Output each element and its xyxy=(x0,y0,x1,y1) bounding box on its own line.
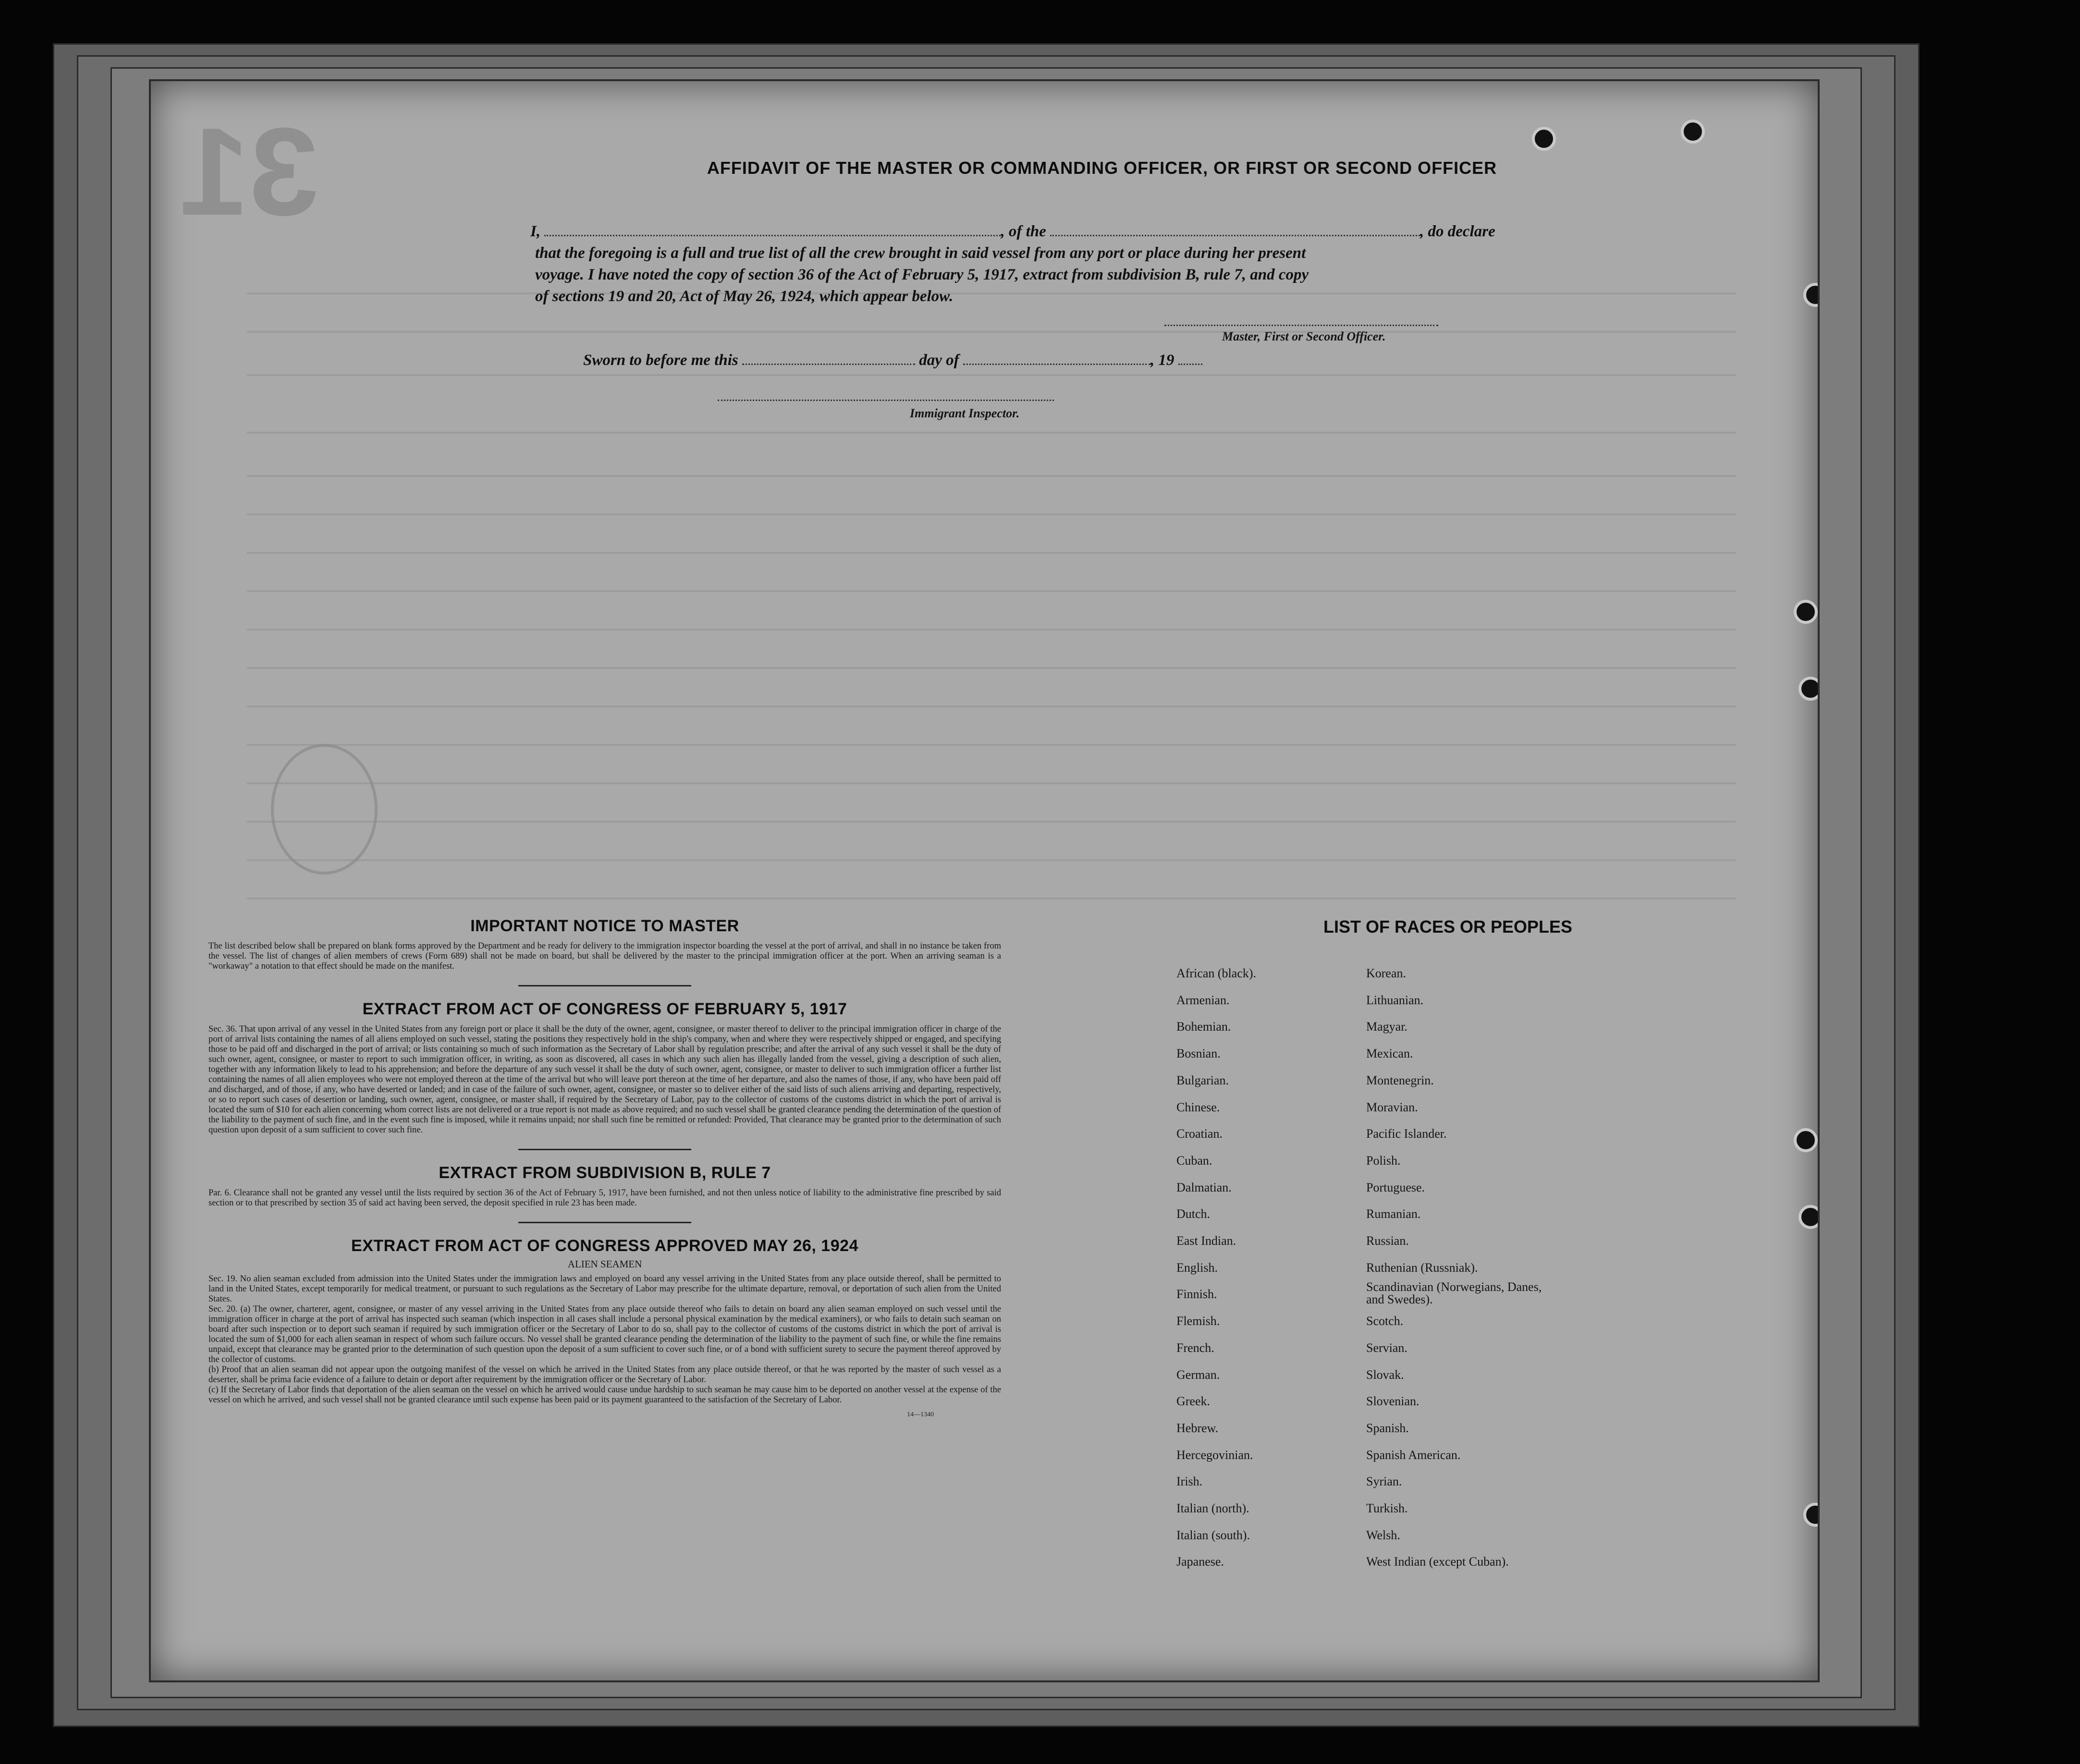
race-item: Italian (north). xyxy=(1176,1501,1249,1516)
bleed-through-rule xyxy=(247,859,1736,861)
sworn-line xyxy=(583,352,1202,369)
act-1917-title: EXTRACT FROM ACT OF CONGRESS OF FEBRUARY 5, 1917 xyxy=(362,1000,847,1018)
races-title: LIST OF RACES OR PEOPLES xyxy=(1323,917,1573,937)
sec-20c-text: (c) If the Secretary of Labor finds that deportation of the alien seaman on the vessel on which he arrived would cause undue hardship to such seaman he may cause him to be deported on another vessel at the expense of the vessel on which he arrived, and such vessel shall not be granted clearance until such expense has been paid or its payment guaranteed to the satisfaction of the Secretary of Labor. xyxy=(208,1385,1001,1405)
race-item: West Indian (except Cuban). xyxy=(1366,1555,1509,1569)
race-item: East Indian. xyxy=(1176,1234,1236,1248)
bleed-through-rule xyxy=(247,667,1736,669)
sworn-day-blank[interactable] xyxy=(742,364,915,365)
bleed-through-rule xyxy=(247,432,1736,434)
race-item: Greek. xyxy=(1176,1394,1211,1409)
race-item: Italian (south). xyxy=(1176,1528,1250,1542)
race-item: Polish. xyxy=(1366,1153,1401,1168)
legal-notices-column xyxy=(208,917,1001,1419)
punch-hole-icon xyxy=(1799,677,1820,701)
race-item: Bulgarian. xyxy=(1176,1073,1229,1087)
race-item: Portuguese. xyxy=(1366,1180,1425,1194)
punch-hole-icon xyxy=(1794,600,1818,624)
race-item: Bohemian. xyxy=(1176,1020,1231,1034)
sec-20b-text: (b) Proof that an alien seaman did not appear upon the outgoing manifest of the vessel on which he arrived in the United States from any place outside thereof, or that he was reported by the master of such vessel as a deserter, shall be prima facie evidence of a failure to detain or deport after requirement by the immigration officer or the Secretary of Labor. xyxy=(208,1365,1001,1385)
inspector-signature-line[interactable] xyxy=(718,400,1054,401)
affidavit-text-line: voyage. I have noted the copy of section 36 of the Act of February 5, 1917, extract from subdivision B, rule 7, and copy xyxy=(535,266,1309,283)
bleed-through-rule xyxy=(247,898,1736,900)
sworn-label: Sworn to before me this xyxy=(583,352,738,369)
inspector-signature-label: Immigrant Inspector. xyxy=(910,406,1020,420)
race-item: Ruthenian (Russniak). xyxy=(1366,1260,1478,1275)
race-item: Spanish. xyxy=(1366,1421,1409,1435)
affidavit-do-declare: , do declare xyxy=(1420,223,1495,240)
bleed-through-rule xyxy=(247,590,1736,592)
race-item: Rumanian. xyxy=(1366,1207,1421,1221)
race-item: Lithuanian. xyxy=(1366,993,1424,1007)
affidavit-of-the: , of the xyxy=(1001,223,1046,240)
bleed-through-rule xyxy=(247,821,1736,823)
punch-hole-icon xyxy=(1532,127,1556,151)
master-signature-line[interactable] xyxy=(1164,325,1438,326)
race-item: Moravian. xyxy=(1366,1100,1418,1114)
notice-title: IMPORTANT NOTICE TO MASTER xyxy=(470,917,739,935)
races-column-right xyxy=(1366,960,1558,1575)
race-item: Slovak. xyxy=(1366,1367,1404,1382)
affidavit-title: AFFIDAVIT OF THE MASTER OR COMMANDING OFFICER, OR FIRST OR SECOND OFFICER xyxy=(707,158,1497,178)
race-item: Irish. xyxy=(1176,1474,1203,1489)
punch-hole-icon xyxy=(1803,283,1820,307)
race-item: Chinese. xyxy=(1176,1100,1220,1114)
year-label: , 19 xyxy=(1150,352,1175,369)
bleed-through-rule xyxy=(247,374,1736,376)
section-divider xyxy=(518,1149,691,1150)
sec-19-text: Sec. 19. No alien seaman excluded from admission into the United States under the immigration laws and employed on board any vessel arriving in the United States from any place outside thereof, shall be permitted to land in the United States, except temporarily for medical treatment, or pursuant to such regulations as the Secretary of Labor may prescribe for the ultimate departure, removal, or deportation of such alien from the United States. xyxy=(208,1274,1001,1304)
races-column-left xyxy=(1176,960,1349,1575)
race-item: Dutch. xyxy=(1176,1207,1211,1221)
race-item: Servian. xyxy=(1366,1340,1407,1355)
race-item: French. xyxy=(1176,1340,1214,1355)
race-item: Dalmatian. xyxy=(1176,1180,1232,1194)
sec-20a-text: Sec. 20. (a) The owner, charterer, agent, consignee, or master of any vessel arriving in the United States from any place outside thereof who fails to detain on board any alien seaman employed on such vessel until the immigration officer in charge at the port of arrival has inspected such seaman (which inspection in all cases shall include a personal physical examination by the medical examiners), or who fails to detain such seaman on board after such inspection or to deport such seaman if required by such immigration officer or the Secretary of Labor to do so, shall pay to the collector of customs of the customs district in which the port of arrival is located the sum of $1,000 for each alien seaman in respect of whom such failure occurs. No vessel shall be granted clearance pending the determination of the liability to the payment of such fine, or while the fine remains unpaid, except that clearance may be granted prior to the determination of such question upon the deposit of a sum sufficient to cover such fine, or of a bond with sufficient surety to secure the payment thereof approved by the collector of customs. xyxy=(208,1304,1001,1364)
race-item: African (black). xyxy=(1176,966,1257,980)
document-page xyxy=(149,79,1820,1682)
race-item: Korean. xyxy=(1366,966,1407,980)
race-item: Armenian. xyxy=(1176,993,1230,1007)
punch-hole-icon xyxy=(1681,120,1705,144)
race-item: Hercegovinian. xyxy=(1176,1448,1253,1462)
race-item: Pacific Islander. xyxy=(1366,1127,1447,1141)
bleed-through-rule xyxy=(247,552,1736,554)
race-item: Russian. xyxy=(1366,1234,1409,1248)
race-item: Flemish. xyxy=(1176,1314,1220,1328)
race-item: Magyar. xyxy=(1366,1020,1407,1034)
bleed-through-rule xyxy=(247,292,1736,294)
sworn-month-blank[interactable] xyxy=(963,364,1150,365)
race-item: Scotch. xyxy=(1366,1314,1404,1328)
race-item: German. xyxy=(1176,1367,1220,1382)
race-item: Scandinavian (Norwegians, Danes, and Swedes). xyxy=(1366,1280,1542,1307)
affidavit-text-line: of sections 19 and 20, Act of May 26, 1924, which appear below. xyxy=(535,288,954,305)
punch-hole-icon xyxy=(1799,1205,1820,1229)
race-item: Finnish. xyxy=(1176,1287,1217,1302)
affidavit-text-line: that the foregoing is a full and true list of all the crew brought in said vessel from any port or place during her present xyxy=(535,244,1306,262)
alien-seamen-subtitle: ALIEN SEAMEN xyxy=(567,1258,642,1270)
race-item: Bosnian. xyxy=(1176,1046,1221,1061)
bleed-through-rule xyxy=(247,744,1736,746)
bleed-through-sheet-number: 31 xyxy=(180,102,319,242)
act-1924-title: EXTRACT FROM ACT OF CONGRESS APPROVED MAY 26, 1924 xyxy=(351,1237,858,1255)
rule-7-title: EXTRACT FROM SUBDIVISION B, RULE 7 xyxy=(439,1164,771,1182)
race-item: Cuban. xyxy=(1176,1153,1212,1168)
act-1917-text: Sec. 36. That upon arrival of any vessel in the United States from any foreign port or place it shall be the duty of the owner, agent, consignee, or master thereof to deliver to the principal immigration officer in charge of the port of arrival lists containing the names of all aliens employed on such vessel, stating the positions they respectively hold in the ship's company, when and where they were respectively shipped or engaged, and specifying those to be paid off and discharged in the port of arrival; or lists containing so much of such information as the Secretary of Labor shall by regulation prescribe; and after the arrival of any such vessel it shall be the duty of such owner, agent, consignee, or master to report to such immigration officer, in writing, as soon as discovered, all cases in which any such alien has illegally landed from the vessel, giving a description of such alien, together with any information likely to lead to his apprehension; and before the departure of any such vessel it shall be the duty of such owner, agent, consignee, or master to deliver to such immigration officer a further list containing the names of all alien employees who were not employed thereon at the time of the arrival but who will leave port thereon at the time of her departure, and also the names of those, if any, who have been paid off and discharged, and of those, if any, who have deserted or landed; and in case of the failure of such owner, agent, consignee, or master so to deliver either of the said lists of such aliens arriving and departing, respectively, or so to report such cases of desertion or landing, such owner, agent, consignee, or master shall, if required by the Secretary of Labor, pay to the collector of customs of the customs district in which the port of arrival is located the sum of $10 for each alien concerning whom correct lists are not delivered or a true report is not made as above required; and no such vessel shall be granted clearance pending the determination of the question of the liability to the payment of such fine, and in the event such fine is imposed, while it remains unpaid; nor shall such fine be remitted or refunded: Provided, That clearance may be granted prior to the determination of such question upon deposit of a sum sufficient to cover such fine. xyxy=(208,1024,1001,1135)
bleed-through-rule xyxy=(247,706,1736,707)
bleed-through-rule xyxy=(247,475,1736,477)
sworn-year-blank[interactable] xyxy=(1178,364,1202,365)
race-item: Welsh. xyxy=(1366,1528,1400,1542)
punch-hole-icon xyxy=(1794,1128,1818,1152)
bleed-through-rule xyxy=(247,331,1736,333)
race-item: Slovenian. xyxy=(1366,1394,1419,1409)
vessel-name-blank[interactable] xyxy=(1050,235,1420,236)
form-code: 14—1340 xyxy=(907,1411,934,1418)
race-item: Montenegrin. xyxy=(1366,1073,1434,1087)
affidavit-declaration-line xyxy=(530,223,1495,241)
day-of-label: day of xyxy=(919,352,959,369)
bleed-through-rule xyxy=(247,629,1736,631)
section-divider xyxy=(518,1222,691,1223)
race-item: Turkish. xyxy=(1366,1501,1408,1516)
affidavit-i: I, xyxy=(530,223,541,240)
faded-seal-stamp xyxy=(271,744,378,875)
race-item: English. xyxy=(1176,1260,1218,1275)
race-item: Croatian. xyxy=(1176,1127,1223,1141)
race-item: Mexican. xyxy=(1366,1046,1413,1061)
punch-hole-icon xyxy=(1803,1503,1820,1527)
section-divider xyxy=(518,985,691,986)
bleed-through-rule xyxy=(247,513,1736,515)
bleed-through-rule xyxy=(247,782,1736,784)
race-item: Spanish American. xyxy=(1366,1448,1461,1462)
master-signature-label: Master, First or Second Officer. xyxy=(1222,329,1386,343)
notice-text: The list described below shall be prepared on blank forms approved by the Department and be ready for delivery to the immigration inspector boarding the vessel at the port of arrival, and shall in no instance be taken from the vessel. The list of changes of alien members of crews (Form 689) shall not be made on board, but shall be delivered by the master to the principal immigration officer at the port. When an arriving seaman is a "workaway" a notation to that effect should be made on the manifest. xyxy=(208,941,1001,971)
officer-name-blank[interactable] xyxy=(544,235,1001,236)
race-item: Hebrew. xyxy=(1176,1421,1219,1435)
race-item: Syrian. xyxy=(1366,1474,1402,1489)
race-item: Japanese. xyxy=(1176,1555,1224,1569)
rule-7-text: Par. 6. Clearance shall not be granted any vessel until the lists required by section 36 of the Act of February 5, 1917, have been furnished, and not then unless notice of liability to the administrative fine prescribed by said section or to that prescribed by section 35 of said act having been served, the deposit specified in rule 23 has been made. xyxy=(208,1188,1001,1208)
